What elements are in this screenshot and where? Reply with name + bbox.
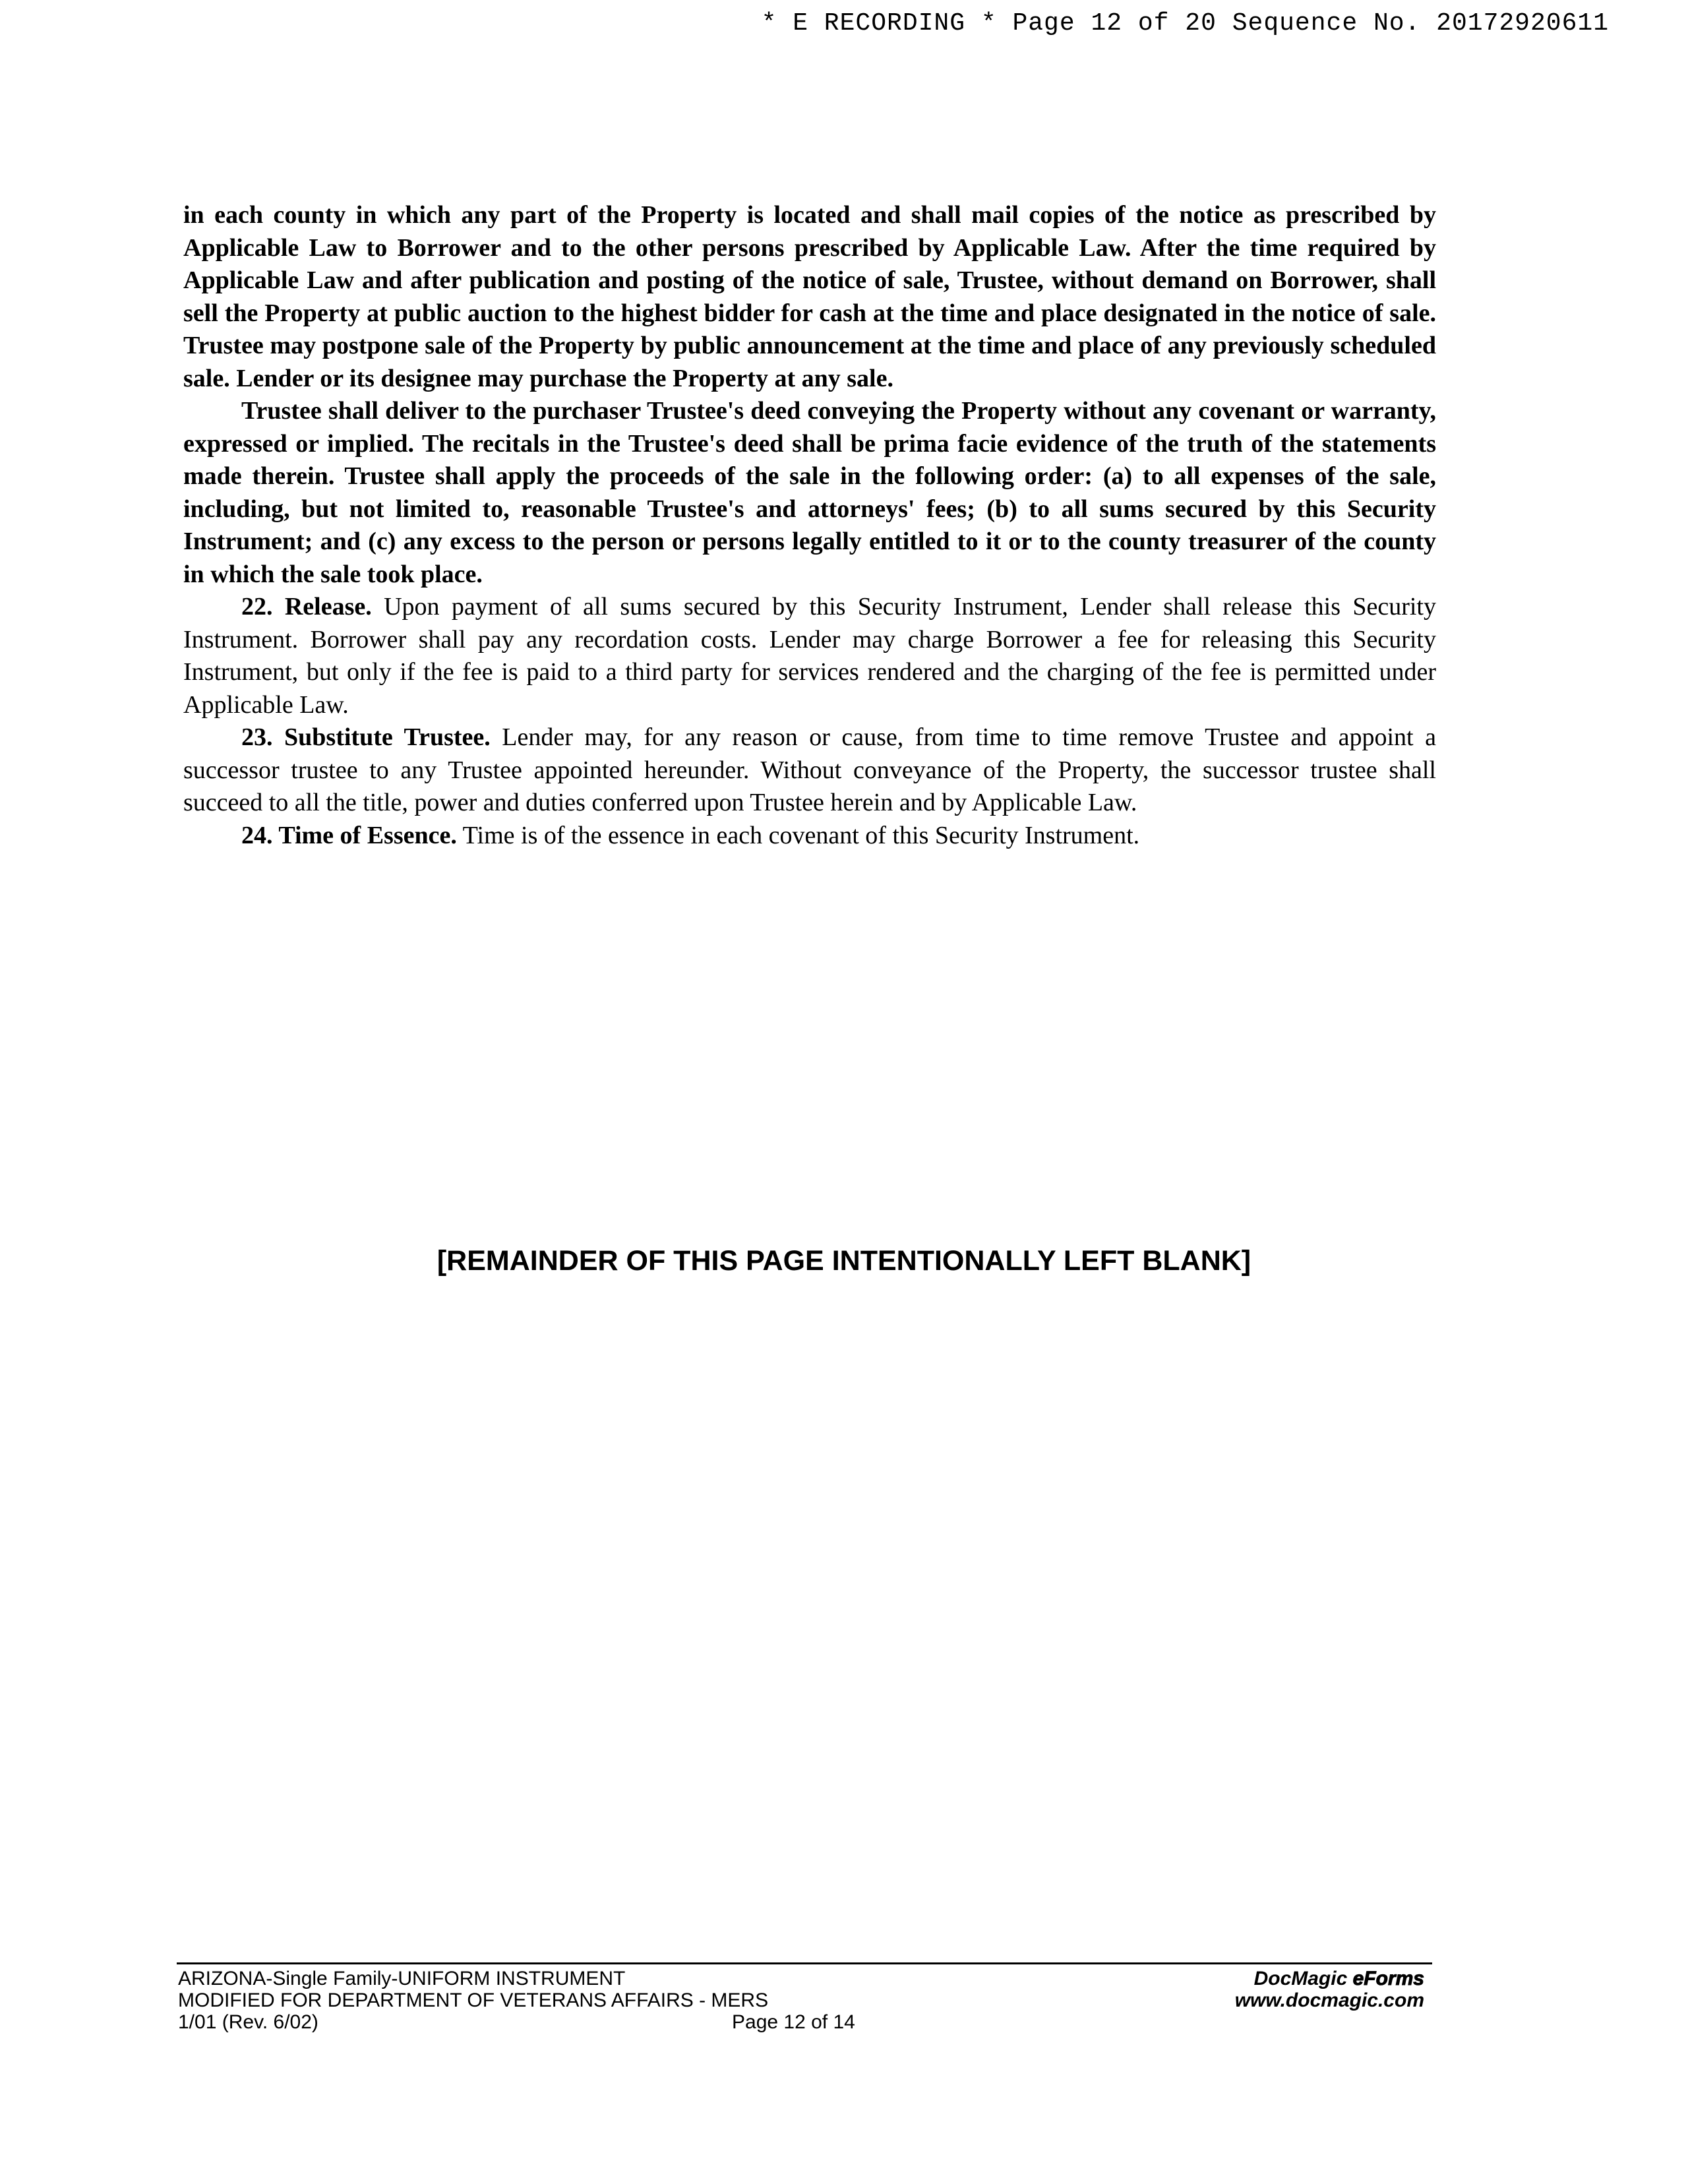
document-body (183, 199, 1436, 852)
blank-page-notice: [REMAINDER OF THIS PAGE INTENTIONALLY LEFT BLANK] (437, 1245, 1251, 1277)
footer-brand (1121, 1968, 1424, 2011)
footer-page-number: Page 12 of 14 (732, 2011, 855, 2033)
section-23-heading: 23. Substitute Trustee. (241, 723, 491, 751)
recording-stamp: * E RECORDING * Page 12 of 20 Sequence No. 20172920611 (761, 9, 1609, 38)
footer-form-info (178, 1968, 1035, 2033)
footer-revision: 1/01 (Rev. 6/02) (178, 2011, 318, 2033)
paragraph-trustee-deed: Trustee shall deliver to the purchaser Trustee's deed conveying the Property without any covenant or warranty, expressed or implied. The recitals in the Trustee's deed shall be prima facie evidence of the truth of the statements made therein. Trustee shall apply the proceeds of the sale in the following order: (a) to all expenses of the sale, including, but not limited to, reasonable Trustee's and attorneys' fees; (b) to all sums secured by this Security Instrument; and (c) any excess to the person or persons legally entitled to it or to the county treasurer of the county in which the sale took place. (183, 397, 1436, 588)
section-23-substitute-trustee (183, 721, 1436, 820)
brand-url: www.docmagic.com (1234, 1989, 1424, 2011)
brand-name: DocMagic (1253, 1968, 1348, 1989)
footer-divider (177, 1962, 1432, 1964)
paragraph-sale-notice: in each county in which any part of the Property is located and shall mail copies of the notice as prescribed by Applicable Law to Borrower and to the other persons prescribed by Applicable Law. After the time required by Applicable Law and after publication and posting of the notice of sale, Trustee, without demand on Borrower, shall sell the Property at public auction to the highest bidder for cash at the time and place designated in the notice of sale. Trustee may postpone sale of the Property by public announcement at the time and place of any previously scheduled sale. Lender or its designee may purchase the Property at any sale. (183, 201, 1436, 392)
eforms-logo: eForms (1352, 1968, 1424, 1989)
section-22-heading: 22. Release. (241, 593, 372, 621)
section-24-heading: 24. Time of Essence. (241, 821, 457, 849)
section-24-time-of-essence (183, 820, 1436, 853)
footer-form-title: ARIZONA-Single Family-UNIFORM INSTRUMENT (178, 1968, 626, 1989)
footer-revision-line (178, 2011, 1035, 2033)
footer-form-modifier: MODIFIED FOR DEPARTMENT OF VETERANS AFFAIRS - MERS (178, 1989, 769, 2011)
section-24-text: Time is of the essence in each covenant of this Security Instrument. (456, 821, 1140, 849)
section-23-text: Lender may, for any reason or cause, from time to time remove Trustee and appoint a successor trustee to any Trustee appointed hereunder. Without conveyance of the Property, the successor trustee shall succeed to all the title, power and duties conferred upon Trustee herein and by Applicable Law. (183, 723, 1436, 816)
section-22-release (183, 591, 1436, 721)
section-22-text: Upon payment of all sums secured by this Security Instrument, Lender shall release this Security Instrument. Borrower shall pay any recordation costs. Lender may charge Borrower a fee for releasing this Security Instrument, but only if the fee is paid to a third party for services rendered and the charging of the fee is permitted under Applicable Law. (183, 593, 1436, 719)
docmagic-logo (1121, 1968, 1424, 1989)
